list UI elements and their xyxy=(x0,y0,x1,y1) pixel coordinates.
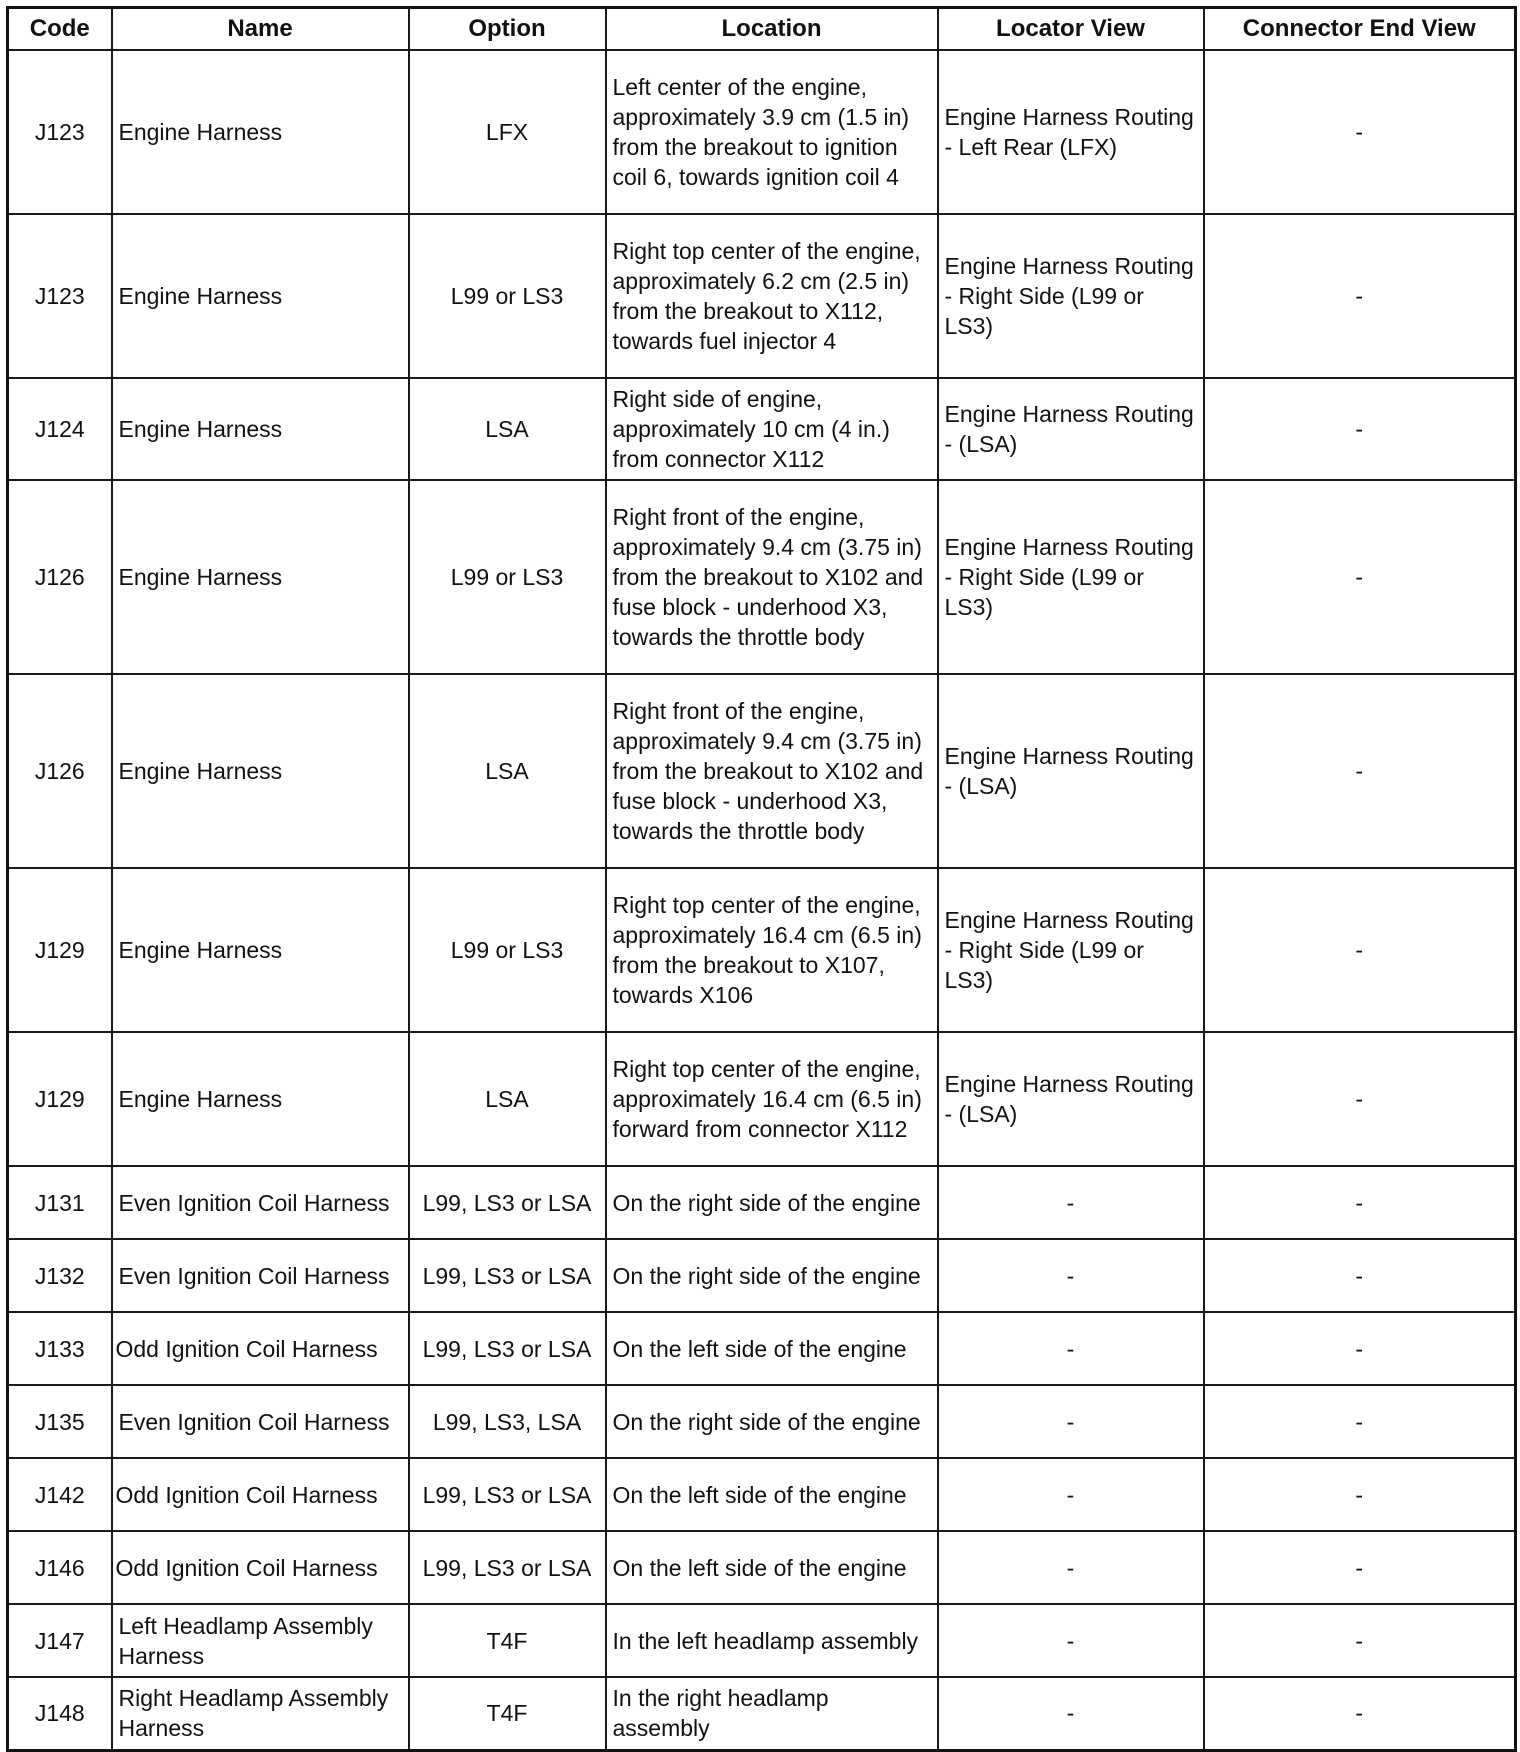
cell-option: T4F xyxy=(409,1677,606,1750)
cell-name: Engine Harness xyxy=(112,214,409,378)
cell-option: L99 or LS3 xyxy=(409,480,606,674)
cell-name: Even Ignition Coil Harness xyxy=(112,1385,409,1458)
cell-locator-view: - xyxy=(938,1239,1204,1312)
cell-connector-end-view: - xyxy=(1204,1312,1516,1385)
cell-name: Engine Harness xyxy=(112,50,409,214)
cell-location: Left center of the engine, approximately 3.9 cm (1.5 in) from the breakout to ignition coil 6, towards ignition coil 4 xyxy=(606,50,938,214)
cell-option: L99, LS3 or LSA xyxy=(409,1166,606,1239)
cell-locator-view: - xyxy=(938,1385,1204,1458)
cell-connector-end-view: - xyxy=(1204,214,1516,378)
cell-location: In the left headlamp assembly xyxy=(606,1604,938,1677)
cell-code: J133 xyxy=(8,1312,112,1385)
cell-option: L99 or LS3 xyxy=(409,868,606,1032)
table-row xyxy=(8,1677,1516,1750)
cell-locator-view: - xyxy=(938,1312,1204,1385)
cell-code: J147 xyxy=(8,1604,112,1677)
table-row xyxy=(8,1166,1516,1239)
cell-connector-end-view: - xyxy=(1204,50,1516,214)
cell-option: T4F xyxy=(409,1604,606,1677)
cell-option: L99, LS3 or LSA xyxy=(409,1312,606,1385)
cell-location: Right top center of the engine, approximately 16.4 cm (6.5 in) from the breakout to X107, towards X106 xyxy=(606,868,938,1032)
cell-code: J132 xyxy=(8,1239,112,1312)
header-option: Option xyxy=(409,8,606,51)
cell-connector-end-view: - xyxy=(1204,378,1516,480)
cell-connector-end-view: - xyxy=(1204,1531,1516,1604)
cell-connector-end-view: - xyxy=(1204,1032,1516,1166)
cell-location: Right side of engine, approximately 10 cm (4 in.) from connector X112 xyxy=(606,378,938,480)
cell-code: J148 xyxy=(8,1677,112,1750)
cell-connector-end-view: - xyxy=(1204,1677,1516,1750)
cell-code: J131 xyxy=(8,1166,112,1239)
cell-locator-view: - xyxy=(938,1458,1204,1531)
cell-code: J135 xyxy=(8,1385,112,1458)
cell-code: J129 xyxy=(8,1032,112,1166)
cell-locator-view: - xyxy=(938,1166,1204,1239)
cell-location: In the right headlamp assembly xyxy=(606,1677,938,1750)
cell-code: J126 xyxy=(8,480,112,674)
cell-connector-end-view: - xyxy=(1204,480,1516,674)
cell-locator-view: - xyxy=(938,1604,1204,1677)
cell-locator-view: Engine Harness Routing - Left Rear (LFX) xyxy=(938,50,1204,214)
cell-name: Engine Harness xyxy=(112,1032,409,1166)
cell-location: Right front of the engine, approximately 9.4 cm (3.75 in) from the breakout to X102 and fuse block - underhood X3, towards the throttle body xyxy=(606,674,938,868)
table-row xyxy=(8,674,1516,868)
cell-option: LFX xyxy=(409,50,606,214)
cell-name: Engine Harness xyxy=(112,378,409,480)
cell-location: On the right side of the engine xyxy=(606,1385,938,1458)
cell-name: Odd Ignition Coil Harness xyxy=(112,1531,409,1604)
table-row xyxy=(8,1604,1516,1677)
table-row xyxy=(8,1239,1516,1312)
cell-location: On the right side of the engine xyxy=(606,1239,938,1312)
cell-option: L99, LS3 or LSA xyxy=(409,1239,606,1312)
cell-name: Engine Harness xyxy=(112,480,409,674)
header-connector-end-view: Connector End View xyxy=(1204,8,1516,51)
connector-table xyxy=(6,6,1517,1752)
table-row xyxy=(8,480,1516,674)
cell-locator-view: Engine Harness Routing - Right Side (L99 or LS3) xyxy=(938,214,1204,378)
cell-option: L99, LS3 or LSA xyxy=(409,1531,606,1604)
cell-connector-end-view: - xyxy=(1204,1458,1516,1531)
cell-code: J146 xyxy=(8,1531,112,1604)
table-row xyxy=(8,1531,1516,1604)
cell-locator-view: - xyxy=(938,1531,1204,1604)
cell-code: J123 xyxy=(8,50,112,214)
table-row xyxy=(8,868,1516,1032)
cell-locator-view: Engine Harness Routing - (LSA) xyxy=(938,1032,1204,1166)
cell-name: Even Ignition Coil Harness xyxy=(112,1239,409,1312)
cell-code: J142 xyxy=(8,1458,112,1531)
table-row xyxy=(8,378,1516,480)
cell-name: Right Headlamp Assembly Harness xyxy=(112,1677,409,1750)
cell-name: Engine Harness xyxy=(112,868,409,1032)
cell-option: LSA xyxy=(409,1032,606,1166)
cell-connector-end-view: - xyxy=(1204,1166,1516,1239)
cell-location: On the left side of the engine xyxy=(606,1531,938,1604)
cell-option: LSA xyxy=(409,378,606,480)
table-row xyxy=(8,1312,1516,1385)
table-row xyxy=(8,214,1516,378)
cell-connector-end-view: - xyxy=(1204,674,1516,868)
cell-option: L99, LS3 or LSA xyxy=(409,1458,606,1531)
cell-locator-view: Engine Harness Routing - Right Side (L99 or LS3) xyxy=(938,480,1204,674)
cell-location: Right front of the engine, approximately 9.4 cm (3.75 in) from the breakout to X102 and fuse block - underhood X3, towards the throttle body xyxy=(606,480,938,674)
header-code: Code xyxy=(8,8,112,51)
cell-location: On the right side of the engine xyxy=(606,1166,938,1239)
cell-name: Odd Ignition Coil Harness xyxy=(112,1458,409,1531)
connector-table-sheet xyxy=(6,6,1517,1752)
cell-connector-end-view: - xyxy=(1204,1385,1516,1458)
cell-name: Odd Ignition Coil Harness xyxy=(112,1312,409,1385)
cell-option: LSA xyxy=(409,674,606,868)
cell-option: L99 or LS3 xyxy=(409,214,606,378)
cell-locator-view: Engine Harness Routing - Right Side (L99 or LS3) xyxy=(938,868,1204,1032)
cell-name: Left Headlamp Assembly Harness xyxy=(112,1604,409,1677)
cell-name: Even Ignition Coil Harness xyxy=(112,1166,409,1239)
cell-location: Right top center of the engine, approximately 16.4 cm (6.5 in) forward from connector X112 xyxy=(606,1032,938,1166)
table-row xyxy=(8,1385,1516,1458)
cell-name: Engine Harness xyxy=(112,674,409,868)
cell-code: J126 xyxy=(8,674,112,868)
header-name: Name xyxy=(112,8,409,51)
table-row xyxy=(8,1032,1516,1166)
header-locator-view: Locator View xyxy=(938,8,1204,51)
cell-locator-view: - xyxy=(938,1677,1204,1750)
cell-option: L99, LS3, LSA xyxy=(409,1385,606,1458)
cell-code: J124 xyxy=(8,378,112,480)
cell-connector-end-view: - xyxy=(1204,868,1516,1032)
cell-locator-view: Engine Harness Routing - (LSA) xyxy=(938,378,1204,480)
cell-location: On the left side of the engine xyxy=(606,1312,938,1385)
cell-location: Right top center of the engine, approximately 6.2 cm (2.5 in) from the breakout to X112, towards fuel injector 4 xyxy=(606,214,938,378)
table-row xyxy=(8,50,1516,214)
header-row xyxy=(8,8,1516,51)
cell-code: J123 xyxy=(8,214,112,378)
cell-connector-end-view: - xyxy=(1204,1604,1516,1677)
header-location: Location xyxy=(606,8,938,51)
cell-code: J129 xyxy=(8,868,112,1032)
cell-locator-view: Engine Harness Routing - (LSA) xyxy=(938,674,1204,868)
cell-connector-end-view: - xyxy=(1204,1239,1516,1312)
cell-location: On the left side of the engine xyxy=(606,1458,938,1531)
table-row xyxy=(8,1458,1516,1531)
